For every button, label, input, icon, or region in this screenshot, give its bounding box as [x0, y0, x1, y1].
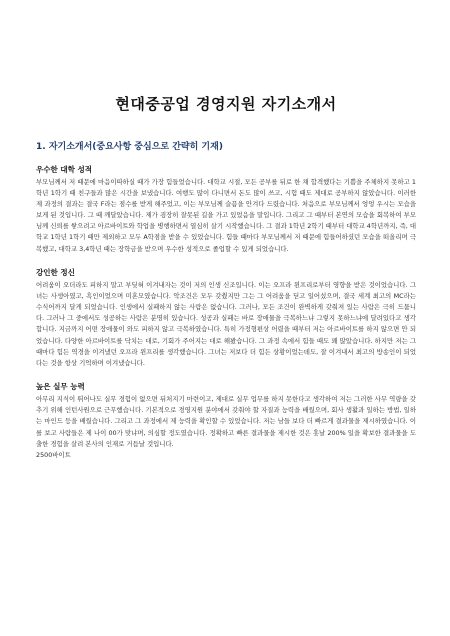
- section-academic-heading: 우수한 대학 성적: [36, 165, 92, 174]
- section-heading: 1. 자기소개서(중요사항 중심으로 간략히 기재): [36, 142, 223, 152]
- section-academic: [36, 164, 416, 255]
- section-practical: [36, 381, 416, 460]
- section-mindset-body: 어려움이 오더라도 피하지 말고 부딪혀 이겨내자는 것이 저의 인생 신조입니다. 이는 오프라 윈프리로부터 영향을 받은 것이었습니다. 그녀는 사생아였고, 흑인이었으며 미혼모였습니다. 악조건은 모두 갖췄지만 그는 그 어려움을 딛고 일어섰으며, 결국 세계 최고의 MC라는 수식어까지 달게 되었습니다. 인생에서 실패하지 않는 사람은 없습니다. 그러나, 모든 조건이 완벽하게 갖춰져 있는 사람은 극히 드뭅니다. 그러나 그 중에서도 성공하는 사람은 분명히 있습니다. 성공과 실패는 바로 장애물을 극복하느냐 그렇지 못하느냐에 달려있다고 생각합니다. 지금까지 어떤 장애물이 와도 피하지 않고 극복하였습니다. 특히 가정형편상 어렸을 때부터 저는 아르바이트를 하지 않으면 안 되었습니다. 다양한 아르바이트를 닥치는 대로, 기회가 주어지는 대로 해봤습니다. 그 과정 속에서 힘들 때도 꽤 많았습니다. 하지만 저는 그 때마다 힘든 역경을 이겨냈던 오프라 윈프리를 생각했습니다. 그녀는 저보다 더 힘든 상황이었는데도, 잘 이겨내서 최고의 방송인이 되었다는 것을 항상 기억하며 이겨냈습니다.: [36, 280, 416, 368]
- section-practical-body: 아무리 지식이 뛰어나도 실무 경험이 없으면 뒤처지기 마련이고, 제대로 실무 업무를 하지 못한다고 생각하여 저는 그러한 사무 역량을 갖추기 위해 인턴사원으로 근무했습니다. 기본적으로 경영지원 분야에서 갖춰야 할 자질과 능력을 배웠으며, 회사 생활과 일하는 방법, 일하는 마인드 등을 배웠습니다. 그리고 그 과정에서 제 능력을 확인할 수 있었습니다. 저는 남들 보다 더 빠르게 결과물을 제시하였습니다. 이를 보고 사람들은 제 나이 00가 맞냐며, 의심할 정도였습니다. 정확하고 빠른 결과물을 제시한 것은 훗날 200% 일을 확보한 결과물을 도출한 경험을 살려 본사의 인재로 거듭날 것입니다.: [36, 395, 416, 448]
- section-mindset: [36, 267, 416, 370]
- section-practical-heading: 높은 실무 능력: [36, 382, 85, 392]
- char-count: 2500바이트: [36, 450, 71, 459]
- section-academic-body: 부모님께서 저 때문에 마음이따하실 때가 가장 힘들었습니다. 대학교 시절, 모든 공부를 뒤로 한 채 합격했다는 기쁨을 주체하지 못하고 1학년 1학기 때 친구들과 많은 시간을 보냈습니다. 여행도 많이 다니면서 돈도 많이 쓰고, 시험 때도 제대로 공부하지 않았습니다. 이러한 제 과정의 결과는 결국 F라는 점수를 받게 해주었고, 이는 부모님께 슬픔을 안겨다 드렸습니다. 처음으로 부모님께서 엉엉 우시는 모습을 보게 된 것입니다. 그 때 깨달았습니다. 제가 굉장히 잘못된 길을 가고 있었음을 말입니다. 그리고 그 때부터 본연의 모습을 회복하여 부모님께 신뢰를 쌓으려고 아르바이트와 학업을 병행하면서 열심히 살기 시작했습니다. 그 결과 1학년 2학기 때부터 대학교 4학년까지, 즉, 대학교 1학년 1학기 때만 제외하고 모두 A학점을 받을 수 있었습니다. 힘들 때마다 부모님께서 저 때문에 힘들어하셨던 모습을 떠올리며 극복했고, 대학교 3,4학년 때는 장학금을 받으며 우수한 성적으로 졸업할 수 있게 되었습니다.: [36, 178, 417, 253]
- document-title: 현대중공업 경영지원 자기소개서: [115, 95, 337, 113]
- section-mindset-heading: 강인한 정신: [36, 267, 75, 277]
